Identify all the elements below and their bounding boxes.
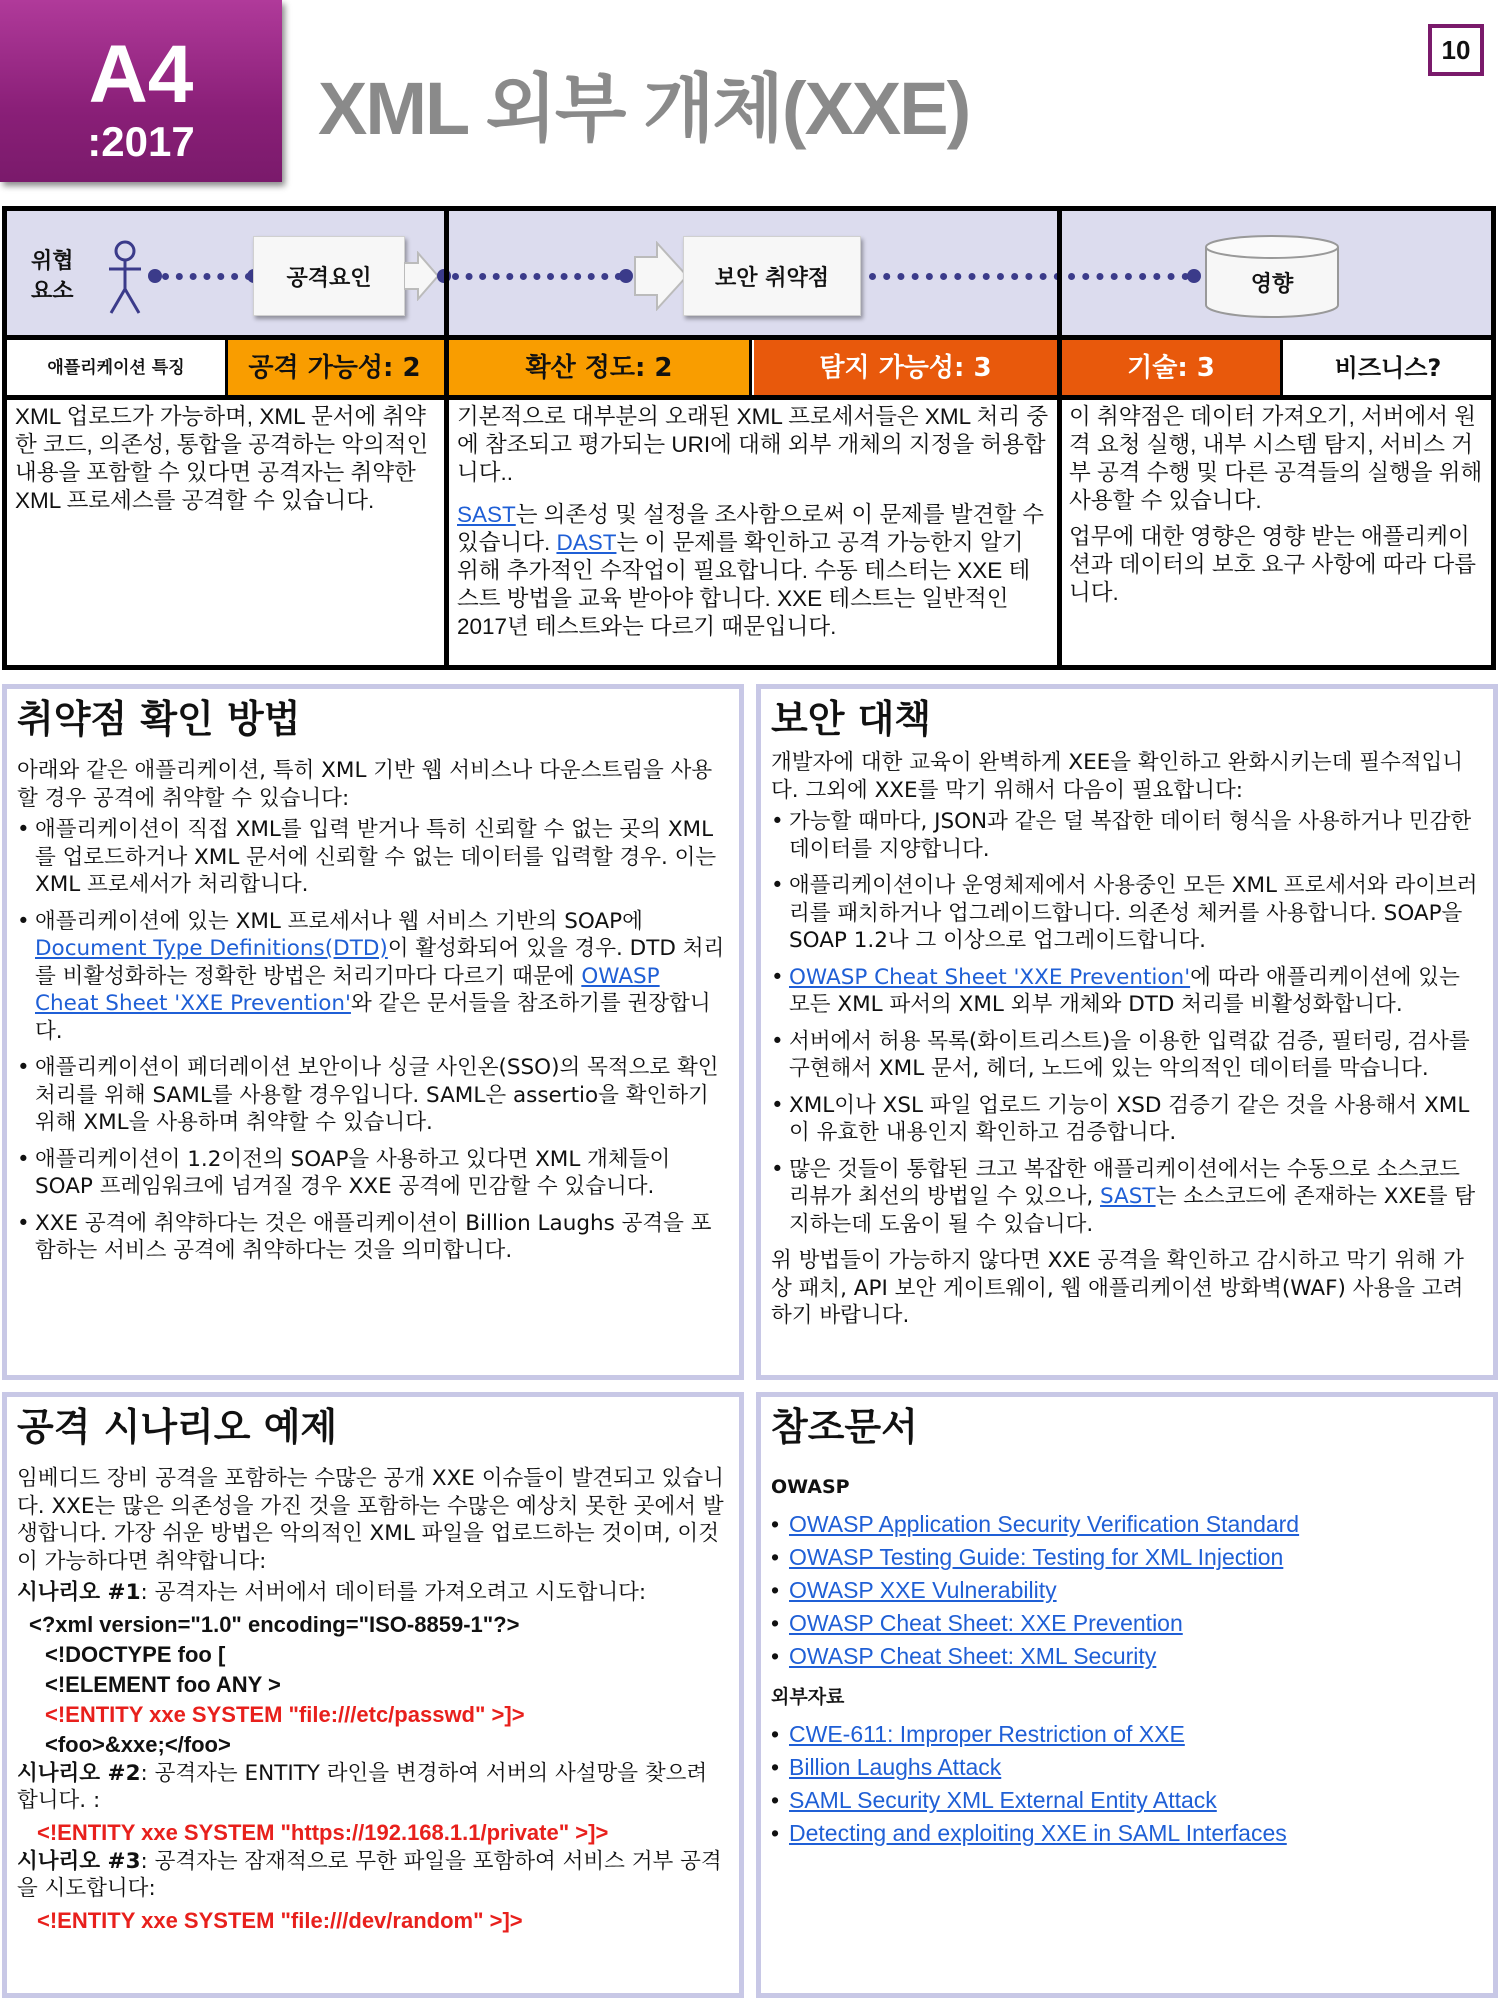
list-item-text: 이 활성화되어 있을 경우. DTD 처리를 비활성화하는 정확한 방법은 처리기마다 다르기 때문에 <box>35 936 725 989</box>
external-refs-list <box>771 1718 1483 1850</box>
code-line: <!ENTITY xxe SYSTEM "file:///etc/passwd" >]> <box>45 1701 525 1727</box>
reference-link[interactable]: OWASP XXE Vulnerability <box>789 1577 1057 1603</box>
technical-impact-label: 기술: 3 <box>1127 352 1215 383</box>
list-item-text: 에 따라 애플리케이션에 있는 모든 XML 파서의 XML 외부 개체와 DTD 처리를 비활성화합니다. <box>789 964 1460 1017</box>
dast-link[interactable]: DAST <box>556 530 617 555</box>
reference-item <box>771 1607 1483 1640</box>
scenario-label: 시나리오 #2 <box>17 1760 141 1786</box>
scenario-text: : 공격자는 ENTITY 라인을 변경하여 서버의 사설망을 찾으려 합니다. : <box>17 1760 708 1813</box>
list-item <box>771 1156 1483 1239</box>
list-item: • 가능할 때마다, JSON과 같은 덜 복잡한 데이터 형식을 사용하거나 민감한 데이터를 지양합니다. <box>771 808 1483 863</box>
list-item <box>771 964 1483 1019</box>
flow-connector <box>162 273 252 280</box>
arrow-right-icon <box>633 241 689 311</box>
scenario-label: 시나리오 #1 <box>17 1580 141 1605</box>
security-weakness-label: 보안 취약점 <box>715 265 829 291</box>
security-weakness-box <box>683 236 861 316</box>
impacts-label: 영향 <box>1250 272 1294 297</box>
reference-item <box>771 1784 1483 1817</box>
attack-vectors-description <box>15 403 439 523</box>
scenarios-intro: 임베디드 장비 공격을 포함하는 수많은 공개 XXE 이슈들이 발견되고 있습니다. XXE는 많은 의존성을 가진 것을 포함하는 수많은 예상치 못한 곳에서 발생합니다. 가장 쉬운 방법은 악의적인 XML 파일을 업로드하는 것이며, 이것이 가능하다면 취약합니다: <box>17 1466 724 1574</box>
reference-item <box>771 1718 1483 1751</box>
table-divider <box>225 335 228 397</box>
code-line: <?xml version="1.0" encoding="ISO-8859-1"?> <box>29 1611 520 1637</box>
list-item-text: 와 같은 문서들을 참조하기를 권장합니다. <box>35 991 711 1044</box>
table-divider <box>749 335 752 397</box>
impact-description-text: 이 취약점은 데이터 가져오기, 서버에서 원격 요청 실행, 내부 시스템 탐지, 서비스 거부 공격 수행 및 다른 공격들의 실행을 위해 사용할 수 있습니다. <box>1069 404 1483 513</box>
scenario-3 <box>17 1848 729 1903</box>
category-year: :2017 <box>87 118 195 165</box>
list-item <box>17 908 729 1046</box>
reference-item <box>771 1508 1483 1541</box>
prevalence-cell <box>449 335 749 395</box>
dtd-link[interactable]: Document Type Definitions(DTD) <box>35 936 388 961</box>
exploitability-cell <box>225 335 444 395</box>
scenarios-panel <box>2 1392 744 1998</box>
table-divider <box>444 211 449 665</box>
scenario-text: : 공격자는 잠재적으로 무한 파일을 포함하여 서비스 거부 공격을 시도합니다: <box>17 1848 722 1901</box>
arrow-right-icon <box>404 251 440 301</box>
impact-description-text: 업무에 대한 영향은 영향 받는 애플리케이션과 데이터의 보호 요구 사항에 따라 다릅니다. <box>1069 524 1477 605</box>
reference-link[interactable]: CWE-611: Improper Restriction of XXE <box>789 1721 1185 1747</box>
prevention-panel <box>756 684 1498 1380</box>
weakness-text: 는 의존성 및 설정을 조사함으로써 이 문제를 발견할 수 있습니다. <box>457 502 1044 555</box>
category-code: A4 <box>88 29 194 120</box>
reference-item <box>771 1640 1483 1673</box>
code-line: <!DOCTYPE foo [ <box>45 1641 226 1667</box>
reference-item <box>771 1541 1483 1574</box>
list-item: • XML이나 XSL 파일 업로드 기능이 XSD 검증기 같은 것을 사용해서 XML이 유효한 내용인지 확인하고 검증합니다. <box>771 1092 1483 1147</box>
scenario-2 <box>17 1760 729 1815</box>
scenario-text: : 공격자는 서버에서 데이터를 가져오려고 시도합니다: <box>140 1580 647 1605</box>
attack-vectors-label: 공격요인 <box>286 265 372 291</box>
code-line: <foo>&xxe;</foo> <box>45 1731 231 1757</box>
exploitability-label: 공격 가능성: 2 <box>248 352 421 383</box>
list-item: • XXE 공격에 취약하다는 것은 애플리케이션이 Billion Laughs 공격을 포함하는 서비스 공격에 취약하다는 것을 의미합니다. <box>17 1210 729 1265</box>
vulnerable-intro: 아래와 같은 애플리케이션, 특히 XML 기반 웹 서비스나 다운스트림을 사용할 경우 공격에 취약할 수 있습니다: <box>17 758 713 811</box>
app-specific-cell <box>7 335 225 395</box>
xxe-prevention-link[interactable]: OWASP Cheat Sheet 'XXE Prevention' <box>35 963 660 1016</box>
prevention-outro: 위 방법들이 가능하지 않다면 XXE 공격을 확인하고 감시하고 막기 위해 가상 패치, API 보안 게이트웨이, 웹 애플리케이션 방화벽(WAF) 사용을 고려하기 바랍니다. <box>771 1248 1464 1328</box>
vulnerable-heading: 취약점 확인 방법 <box>17 697 301 741</box>
reference-link[interactable]: SAML Security XML External Entity Attack <box>789 1787 1217 1813</box>
flow-dot <box>148 269 162 283</box>
attack-vectors-box <box>253 236 405 316</box>
list-item-text: 는 소스코드에 존재하는 XXE를 탐지하는데 도움이 될 수 있습니다. <box>789 1184 1476 1237</box>
owasp-refs-label: OWASP <box>771 1476 850 1498</box>
reference-item <box>771 1751 1483 1784</box>
flow-connector <box>869 273 1189 280</box>
scenario-label: 시나리오 #3 <box>17 1848 141 1874</box>
reference-link[interactable]: OWASP Cheat Sheet: XXE Prevention <box>789 1610 1183 1636</box>
table-divider <box>1280 335 1283 397</box>
list-item: • 애플리케이션이 직접 XML를 입력 받거나 특히 신뢰할 수 없는 곳의 XML를 업로드하거나 XML 문서에 신뢰할 수 없는 데이터를 입력할 경우. 이는 XML 프로세서가 처리합니다. <box>17 816 729 899</box>
prevalence-label: 확산 정도: 2 <box>525 352 673 383</box>
references-heading: 참조문서 <box>771 1405 918 1449</box>
table-divider <box>1057 211 1062 665</box>
list-item-text: 많은 것들이 통합된 크고 복잡한 애플리케이션에서는 수동으로 소스코드 리뷰가 최선의 방법일 수 있으나, <box>789 1156 1460 1209</box>
reference-link[interactable]: OWASP Application Security Verification Standard <box>789 1511 1300 1537</box>
external-refs-label: 외부자료 <box>771 1686 845 1708</box>
reference-link[interactable]: Detecting and exploiting XXE in SAML Interfaces <box>789 1820 1287 1846</box>
reference-link[interactable]: OWASP Testing Guide: Testing for XML Injection <box>789 1544 1284 1570</box>
references-panel <box>756 1392 1498 1998</box>
reference-link[interactable]: OWASP Cheat Sheet: XML Security <box>789 1643 1157 1669</box>
list-item: • 서버에서 허용 목록(화이트리스트)을 이용한 입력값 검증, 필터링, 검사를 구현해서 XML 문서, 헤더, 노드에 있는 악의적인 데이터를 막습니다. <box>771 1028 1483 1083</box>
attack-description-text: XML 업로드가 가능하며, XML 문서에 취약한 코드, 의존성, 통합을 공격하는 악의적인 내용을 포함할 수 있다면 공격자는 취약한 XML 프로세스를 공격할 수 있습니다. <box>15 404 429 513</box>
code-line: <!ENTITY xxe SYSTEM "file:///dev/random" >]> <box>37 1907 523 1933</box>
code-line: <!ENTITY xxe SYSTEM "https://192.168.1.1/private" >]> <box>37 1819 609 1845</box>
code-line: <!ELEMENT foo ANY > <box>45 1671 281 1697</box>
security-weakness-description <box>457 403 1051 649</box>
threat-agents-label: 위협 요소 <box>31 249 74 304</box>
weakness-description-text: 기본적으로 대부분의 오래된 XML 프로세서들은 XML 처리 중에 참조되고 평가되는 URI에 대해 외부 개체의 지정을 허용합니다.. <box>457 404 1049 485</box>
business-impact-label: 비즈니스? <box>1334 353 1442 382</box>
weakness-text: 는 이 문제를 확인하고 공격 가능한지 알기 위해 추가적인 수작업이 필요합니다. 수동 테스터는 XXE 테스트 방법을 교육 받아야 합니다. XXE 테스트는 일반적인 2017년 테스트와는 다르기 때문입니다. <box>457 530 1031 639</box>
list-item: • 애플리케이션이나 운영체제에서 사용중인 모든 XML 프로세서와 라이브러리를 패치하거나 업그레이드합니다. 의존성 체커를 사용합니다. SOAP을 SOAP 1.2나 그 이상으로 업그레이드합니다. <box>771 872 1483 955</box>
prevention-intro: 개발자에 대한 교육이 완벽하게 XEE을 확인하고 완화시키는데 필수적입니다. 그외에 XXE를 막기 위해서 다음이 필요합니다: <box>771 750 1464 803</box>
sast-link[interactable]: SAST <box>457 502 516 527</box>
owasp-refs-list <box>771 1508 1483 1673</box>
app-specific-label: 애플리케이션 특징 <box>47 357 185 378</box>
page-title: XML 외부 개체(XXE) <box>318 67 970 150</box>
list-item: • 애플리케이션이 1.2이전의 SOAP을 사용하고 있다면 XML 개체들이 SOAP 프레임워크에 넘겨질 경우 XXE 공격에 민감할 수 있습니다. <box>17 1146 729 1201</box>
reference-item <box>771 1817 1483 1850</box>
risk-rating-table <box>2 206 1496 670</box>
vulnerable-panel <box>2 684 744 1380</box>
sast-link[interactable]: SAST <box>1100 1184 1156 1209</box>
detectability-label: 탐지 가능성: 3 <box>819 352 992 383</box>
scenario-1 <box>17 1579 729 1607</box>
scenarios-heading: 공격 시나리오 예제 <box>17 1405 338 1449</box>
flow-dot <box>619 269 633 283</box>
page-number: 10 <box>1428 24 1484 76</box>
prevention-heading: 보안 대책 <box>771 697 932 741</box>
impacts-description <box>1069 403 1485 615</box>
technical-impact-cell <box>1062 335 1280 395</box>
list-item: • 애플리케이션이 페더레이션 보안이나 싱글 사인온(SSO)의 목적으로 확인 처리를 위해 SAML를 사용할 경우입니다. SAML은 assertio을 확인하기 위해 XML을 사용하며 취약할 수 있습니다. <box>17 1054 729 1137</box>
reference-item <box>771 1574 1483 1607</box>
flow-dot <box>1187 269 1201 283</box>
category-badge <box>0 0 282 182</box>
list-item-text: 애플리케이션에 있는 XML 프로세서나 웹 서비스 기반의 SOAP에 <box>35 908 643 934</box>
flow-connector <box>452 273 622 280</box>
xxe-prevention-link[interactable]: OWASP Cheat Sheet 'XXE Prevention' <box>789 964 1191 990</box>
detectability-cell <box>754 335 1057 395</box>
person-icon <box>105 239 145 319</box>
business-impact-cell <box>1285 335 1491 395</box>
reference-link[interactable]: Billion Laughs Attack <box>789 1754 1002 1780</box>
